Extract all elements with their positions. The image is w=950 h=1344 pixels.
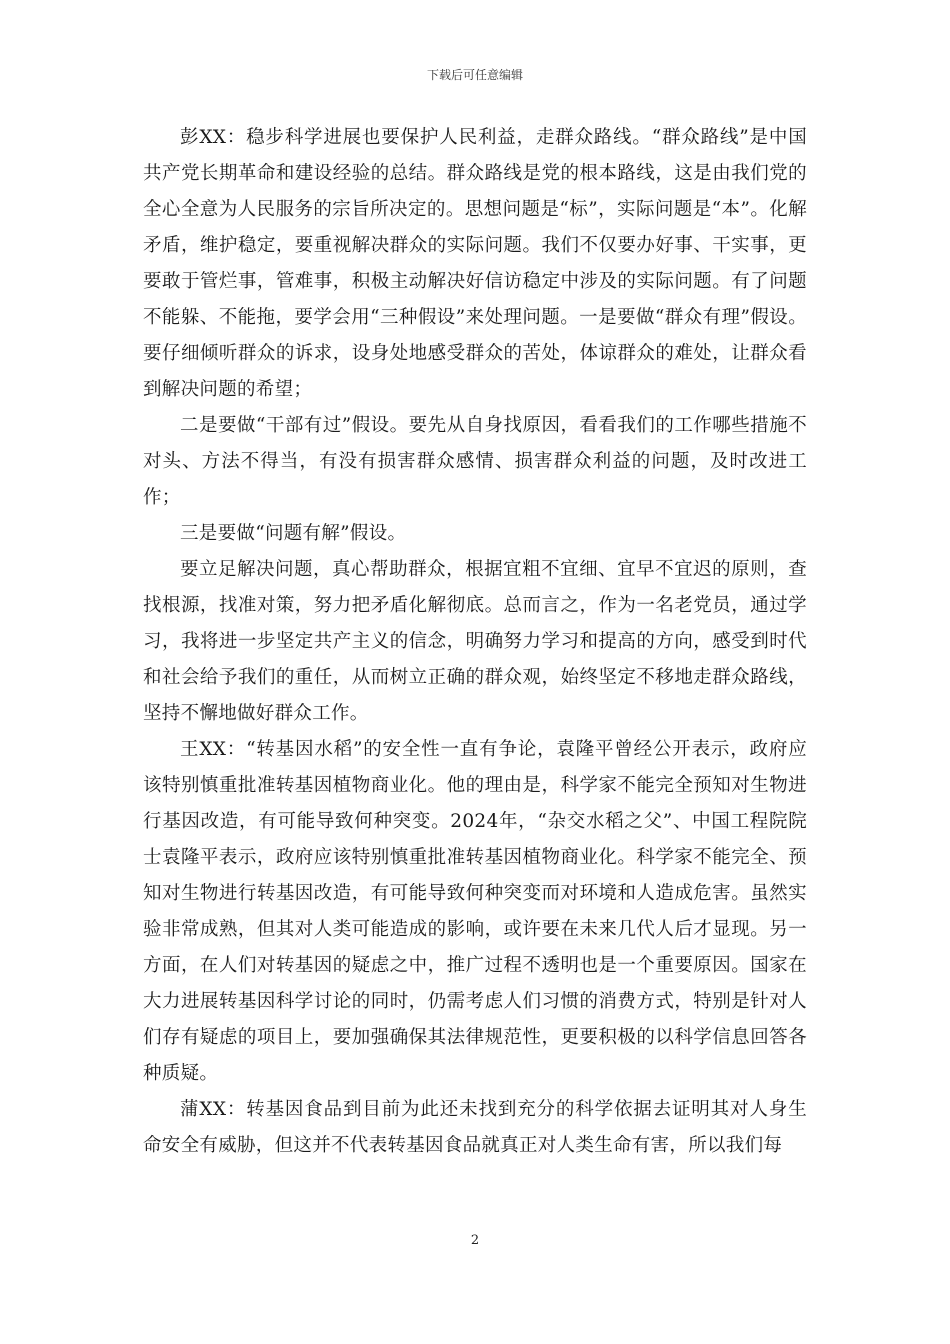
paragraph-pu: 蒲XX：转基因食品到目前为此还未找到充分的科学依据去证明其对人身生命安全有威胁，但这并不代表转基因食品就真正对人类生命有害，所以我们每	[143, 1099, 807, 1156]
paragraph-assumption-two: 二是要做“干部有过”假设。要先从自身找原因，看看我们的工作哪些措施不对头、方法不得当，有没有损害群众感情、损害群众利益的问题，及时改进工作；	[143, 415, 807, 508]
paragraph-peng: 彭XX：稳步科学进展也要保护人民利益，走群众路线。“群众路线”是中国共产党长期革命和建设经验的总结。群众路线是党的根本路线，这是由我们党的全心全意为人民服务的宗旨所决定的。思想问题是“标”，实际问题是“本”。化解矛盾，维护稳定，要重视解决群众的实际问题。我们不仅要办好事、干实事，更要敢于管烂事，管难事，积极主动解决好信访稳定中涉及的实际问题。有了问题不能躲、不能拖，要学会用“三种假设”来处理问题。一是要做“群众有理”假设。要仔细倾听群众的诉求，设身处地感受群众的苦处，体谅群众的难处，让群众看到解决问题的希望；	[143, 127, 807, 400]
paragraph-wang: 王XX：“转基因水稻”的安全性一直有争论，袁隆平曾经公开表示，政府应该特别慎重批准转基因植物商业化。他的理由是，科学家不能完全预知对生物进行基因改造，有可能导致何种突变。2024年，“杂交水稻之父”、中国工程院院士袁隆平表示，政府应该特别慎重批准转基因植物商业化。科学家不能完全、预知对生物进行转基因改造，有可能导致何种突变而对环境和人造成危害。虽然实验非常成熟，但其对人类可能造成的影响，或许要在未来几代人后才显现。另一方面，在人们对转基因的疑虑之中，推广过程不透明也是一个重要原因。国家在大力进展转基因科学讨论的同时，仍需考虑人们习惯的消费方式，特别是针对人们存有疑虑的项目上，要加强确保其法律规范性，更要积极的以科学信息回答各种质疑。	[143, 739, 807, 1084]
page-number: 2	[470, 1233, 480, 1248]
paragraph-assumption-three: 三是要做“问题有解”假设。	[180, 523, 407, 544]
paragraph-conclusion: 要立足解决问题，真心帮助群众，根据宜粗不宜细、宜早不宜迟的原则，查找根源，找准对策，努力把矛盾化解彻底。总而言之，作为一名老党员，通过学习，我将进一步坚定共产主义的信念，明确努力学习和提高的方向，感受到时代和社会给予我们的重任，从而树立正确的群众观，始终坚定不移地走群众路线，坚持不懈地做好群众工作。	[143, 559, 807, 724]
page-header: 下载后可任意编辑	[426, 68, 523, 82]
document-body	[143, 120, 807, 1164]
